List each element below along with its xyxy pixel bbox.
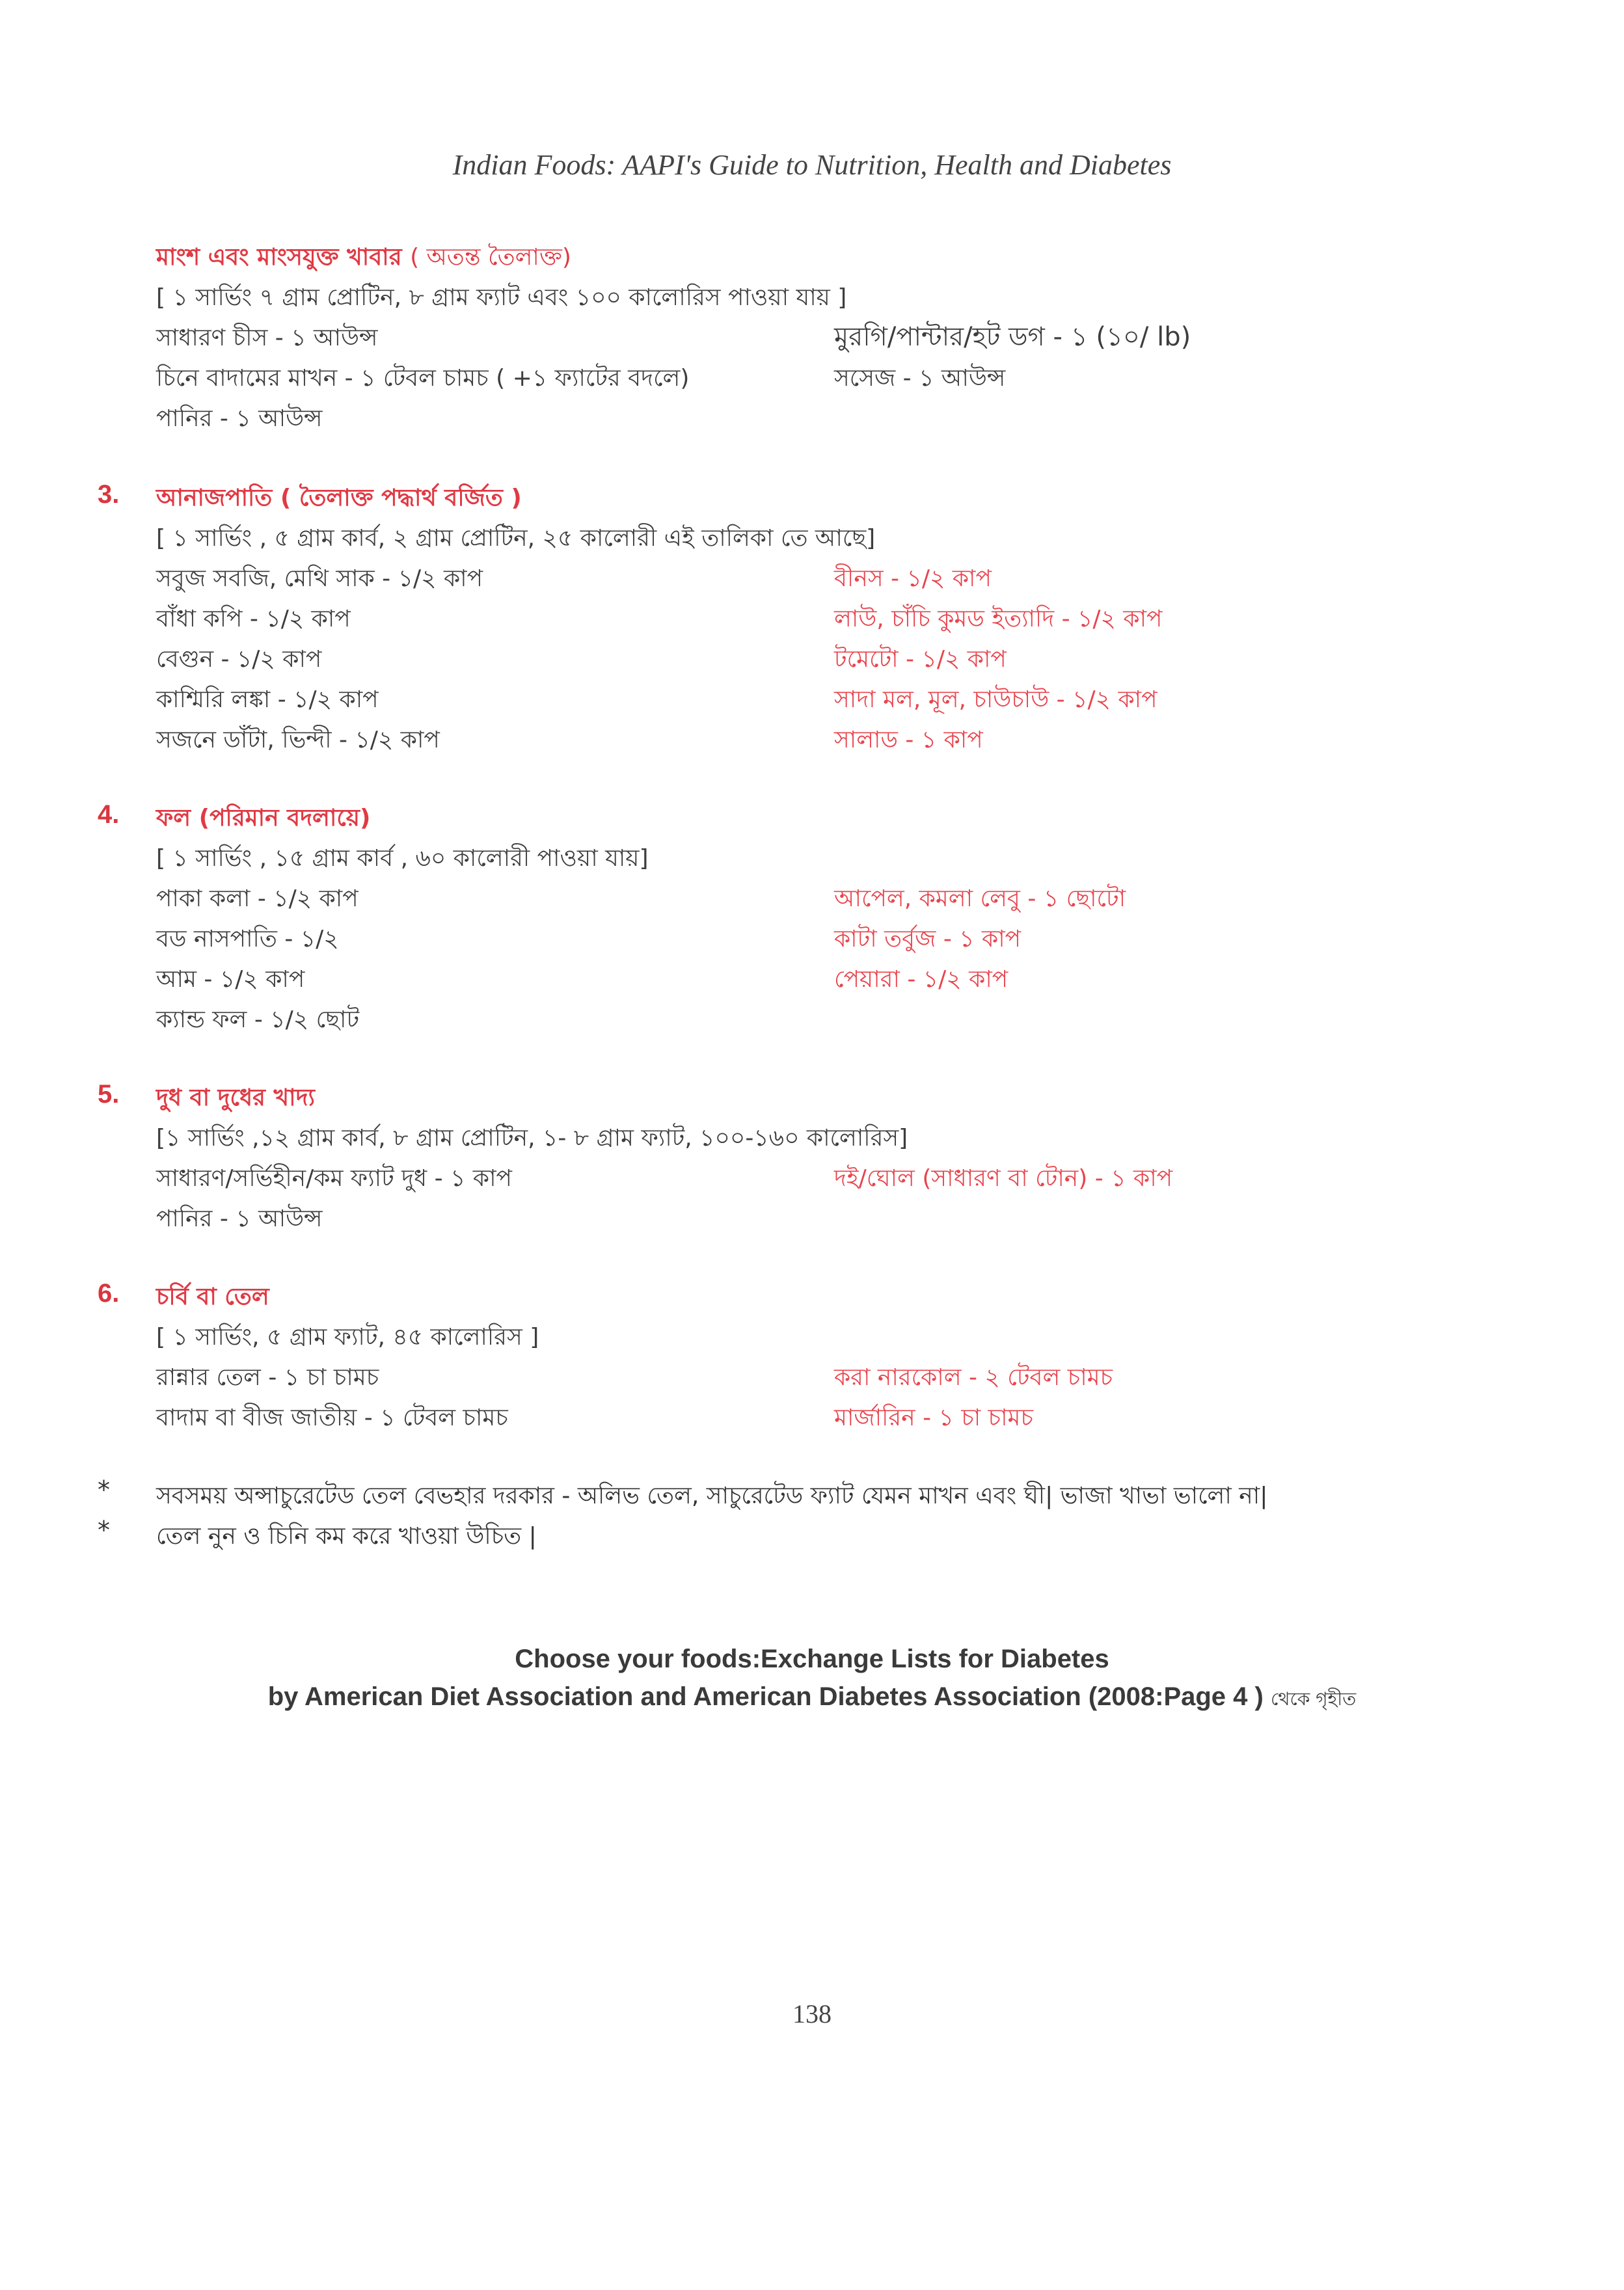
footnote-marker: * (98, 1516, 110, 1544)
list-item: বাদাম বা বীজ জাতীয় - ১ টেবল চামচ (156, 1405, 508, 1431)
list-item: কাটা তর্বুজ - ১ কাপ (834, 926, 1022, 952)
list-item: সসেজ - ১ আউন্স (834, 365, 1006, 392)
list-item: করা নারকোল - ২ টেবল চামচ (834, 1364, 1113, 1391)
list-item: মার্জারিন - ১ চা চামচ (834, 1405, 1033, 1431)
list-item: টমেটো - ১/২ কাপ (834, 646, 1007, 673)
footnote-text: তেল নুন ও চিনি কম করে খাওয়া উচিত | (156, 1523, 537, 1550)
list-item: ক্যান্ড ফল - ১/২ ছোট (156, 1006, 360, 1033)
section-title: দুধ বা দুধের খাদ্য (156, 1084, 315, 1111)
list-item: সাদা মল, মূল, চাউচাউ - ১/২ কাপ (834, 686, 1157, 713)
list-item: মুরগি/পান্টার/হট ডগ - ১ (১০/ lb) (834, 322, 1191, 352)
list-item: বড নাসপাতি - ১/২ (156, 926, 339, 952)
list-item: রান্নার তেল - ১ চা চামচ (156, 1364, 379, 1391)
section-number: 4. (98, 800, 120, 829)
section-number: 6. (98, 1279, 120, 1308)
list-item: লাউ, চাঁচি কুমড ইত্যাদি - ১/২ কাপ (834, 606, 1163, 632)
list-item: পাকা কলা - ১/২ কাপ (156, 885, 359, 912)
list-item: সজনে ডাঁটা, ভিন্দী - ১/২ কাপ (156, 727, 440, 753)
serving-note: [ ১ সার্ভিং , ৫ গ্রাম কার্ব, ২ গ্রাম প্রোটিন, ২৫ কালোরী এই তালিকা তে আছে] (156, 525, 876, 552)
source-credit-suffix: থেকে গৃহীত (1270, 1688, 1357, 1710)
serving-note: [ ১ সার্ভিং ৭ গ্রাম প্রোটিন, ৮ গ্রাম ফ্যাট এবং ১০০ কালোরিস পাওয়া যায় ] (156, 284, 847, 311)
section-number: 3. (98, 480, 120, 509)
list-item: পানির - ১ আউন্স (156, 405, 323, 432)
list-item: চিনে বাদামের মাখন - ১ টেবল চামচ ( +১ ফ্যাটের বদলে) (156, 365, 690, 392)
list-item: আপেল, কমলা লেবু - ১ ছোটো (834, 885, 1126, 912)
list-item: কাশ্মিরি লঙ্কা - ১/২ কাপ (156, 686, 379, 713)
list-item: বীনস - ১/২ কাপ (834, 565, 992, 592)
serving-note: [ ১ সার্ভিং, ৫ গ্রাম ফ্যাট, ৪৫ কালোরিস ] (156, 1324, 539, 1351)
section-title: আনাজপাতি ( তৈলাক্ত পদ্ধার্থ বর্জিত ) (156, 485, 522, 511)
section-title: চর্বি বা তেল (156, 1284, 269, 1310)
list-item: পানির - ১ আউন্স (156, 1206, 323, 1232)
running-header: Indian Foods: AAPI's Guide to Nutrition, Health and Diabetes (452, 149, 1172, 181)
list-item: বেগুন - ১/২ কাপ (156, 646, 322, 673)
section-title-text: মাংশ এবং মাংসযুক্ত খাবার (156, 244, 402, 271)
section-number: 5. (98, 1080, 120, 1109)
page-number: 138 (792, 1999, 832, 2028)
footnote-marker: * (98, 1475, 110, 1504)
list-item: বাঁধা কপি - ১/২ কাপ (156, 606, 351, 632)
list-item: সাধারণ/সর্ভিহীন/কম ফ্যাট দুধ - ১ কাপ (156, 1165, 512, 1192)
list-item: পেয়ারা - ১/২ কাপ (834, 966, 1008, 993)
serving-note: [১ সার্ভিং ,১২ গ্রাম কার্ব, ৮ গ্রাম প্রোটিন, ১- ৮ গ্রাম ফ্যাট, ১০০-১৬০ কালোরিস] (156, 1125, 908, 1152)
serving-note: [ ১ সার্ভিং , ১৫ গ্রাম কার্ব , ৬০ কালোরী পাওয়া যায়] (156, 845, 649, 872)
section-title (156, 239, 571, 278)
source-credit-text: by American Diet Association and American Diabetes Association (2008:Page 4 ) (267, 1682, 1264, 1711)
list-item: সাধারণ চীস - ১ আউন্স (156, 325, 378, 351)
source-credit-line1: Choose your foods:Exchange Lists for Diabetes (515, 1645, 1109, 1673)
list-item: দই/ঘোল (সাধারণ বা টোন) - ১ কাপ (834, 1165, 1173, 1192)
list-item: সালাড - ১ কাপ (834, 727, 983, 753)
footnote-text: সবসময় অন্সাচুরেটেড তেল বেভহার দরকার - অলিভ তেল, সাচুরেটেড ফ্যাট যেমন মাখন এবং ঘী| ভাজা খাভা ভালো না| (156, 1483, 1268, 1509)
list-item: সবুজ সবজি, মেথি সাক - ১/২ কাপ (156, 565, 483, 592)
section-title-sub: ( অতন্ত তৈলাক্ত) (410, 244, 571, 271)
section-title: ফল (পরিমান বদলায়ে) (156, 805, 371, 831)
source-credit-line2 (0, 1682, 1624, 1716)
list-item: আম - ১/২ কাপ (156, 966, 305, 993)
